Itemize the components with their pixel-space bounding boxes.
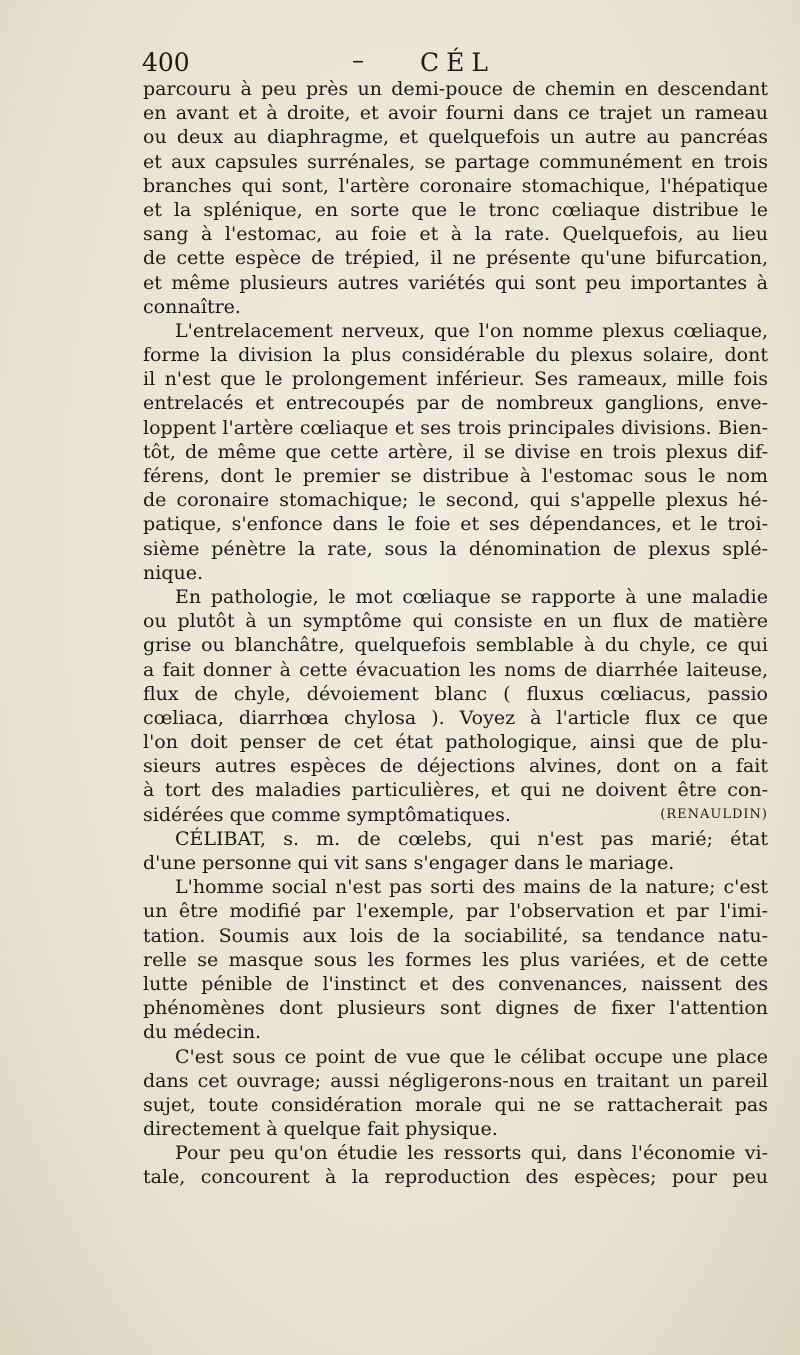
text-line: [143, 609, 768, 633]
text-line-content: L'homme social n'est pas sorti des mains de la nature; c'est: [175, 876, 768, 899]
text-line-content: Pour peu qu'on étudie les ressorts qui, dans l'économie vi-: [175, 1142, 768, 1165]
text-line-content: de cette espèce de trépied, il ne présente qu'une bifurcation,: [143, 247, 768, 270]
text-line: [143, 77, 768, 101]
text-line-content: entrelacés et entrecoupés par de nombreux ganglions, enve-: [143, 392, 768, 415]
body-text: [143, 77, 768, 1190]
text-line-content: flux de chyle, dévoiement blanc ( fluxus cœliacus, passio: [143, 682, 768, 705]
text-line-content: férens, dont le premier se distribue à l'estomac sous le nom: [143, 465, 768, 487]
text-line-content: phénomènes dont plusieurs sont dignes de fixer l'attention: [143, 997, 768, 1020]
text-line: [143, 246, 768, 270]
text-line-content: relle se masque sous les formes les plus variées, et de cette: [143, 948, 768, 971]
text-line-content: grise ou blanchâtre, quelquefois semblable à du chyle, ce qui: [143, 634, 768, 657]
text-line-content: parcouru à peu près un demi-pouce de chemin en descendant: [143, 78, 768, 100]
text-line: [143, 1069, 768, 1093]
text-line: [143, 440, 768, 464]
text-line: [143, 778, 768, 802]
text-line: [143, 174, 768, 198]
text-line: [143, 319, 768, 343]
text-line-content: d'une personne qui vit sans s'engager dans le mariage.: [143, 852, 675, 874]
text-line: [143, 343, 768, 367]
text-line-content: nique.: [143, 561, 203, 584]
text-line: [143, 367, 768, 391]
text-line-content: tation. Soumis aux lois de la sociabilité, sa tendance natu-: [143, 924, 768, 947]
author-signature: (RENAULDIN): [660, 806, 768, 822]
text-line-content: En pathologie, le mot cœliaque se rapporte à une maladie: [175, 585, 768, 608]
text-line-content: et même plusieurs autres variétés qui sont peu importantes à: [143, 271, 768, 294]
text-line: [143, 658, 768, 682]
text-line: [143, 851, 768, 875]
text-line-content: tôt, de même que cette artère, il se divise en trois plexus dif-: [143, 440, 768, 463]
text-line-content: en avant et à droite, et avoir fourni dans ce trajet un rameau: [143, 102, 768, 125]
text-line: [143, 875, 768, 899]
text-line-content: patique, s'enfonce dans le foie et ses dépendances, et le troi-: [143, 513, 768, 536]
page-number: 400: [142, 48, 190, 77]
text-line: [143, 1093, 768, 1117]
text-line-content: a fait donner à cette évacuation les noms de diarrhée laiteuse,: [143, 658, 768, 681]
text-line: [143, 1020, 768, 1044]
text-line-content: forme la division la plus considérable du plexus solaire, dont: [143, 344, 768, 367]
text-line-content: sujet, toute considération morale qui ne se rattacherait pas: [143, 1093, 768, 1116]
text-line-content: ou deux au diaphragme, et quelquefois un autre au pancréas: [143, 126, 768, 149]
text-line: [143, 150, 768, 174]
text-line: [143, 730, 768, 754]
text-line: [143, 512, 768, 536]
text-line-content: lutte pénible de l'instinct et des convenances, naissent des: [143, 972, 768, 995]
text-line-content: sième pénètre la rate, sous la dénomination de plexus splé-: [143, 537, 768, 560]
text-line: [143, 1045, 768, 1069]
text-line: [143, 899, 768, 923]
text-line: [143, 585, 768, 609]
text-line: [143, 1165, 768, 1189]
text-line-content: loppent l'artère cœliaque et ses trois principales divisions. Bien-: [143, 416, 768, 439]
text-line-content: connaître.: [143, 295, 241, 318]
text-line-content: C'est sous ce point de vue que le célibat occupe une place: [175, 1045, 768, 1068]
text-line-content: et la splénique, en sorte que le tronc cœliaque distribue le: [143, 198, 768, 221]
text-line: [143, 633, 768, 657]
text-line: [143, 972, 768, 996]
text-line: [143, 924, 768, 948]
text-line: [143, 464, 768, 488]
text-line: [143, 391, 768, 415]
text-line-content: l'on doit penser de cet état pathologique, ainsi que de plu-: [143, 731, 768, 754]
text-line: [143, 803, 768, 827]
text-line: [143, 101, 768, 125]
text-line: [143, 827, 768, 851]
text-line-content: directement à quelque fait physique.: [143, 1118, 498, 1141]
text-line-content: tale, concourent à la reproduction des espèces; pour peu: [143, 1166, 768, 1189]
text-line-content: L'entrelacement nerveux, que l'on nomme plexus cœliaque,: [175, 319, 768, 342]
text-line-content: ou plutôt à un symptôme qui consiste en un flux de matière: [143, 610, 768, 633]
text-line: [143, 1117, 768, 1141]
text-line: [143, 706, 768, 730]
text-line-content: de coronaire stomachique; le second, qui s'appelle plexus hé-: [143, 489, 768, 512]
text-line: [143, 682, 768, 706]
text-line-content: dans cet ouvrage; aussi négligerons-nous en traitant un pareil: [143, 1069, 768, 1092]
text-line: [143, 271, 768, 295]
running-head: CÉL: [420, 48, 495, 77]
text-line: [143, 754, 768, 778]
text-line: [143, 416, 768, 440]
text-line-content: il n'est que le prolongement inférieur. Ses rameaux, mille fois: [143, 368, 768, 391]
text-line-content: et aux capsules surrénales, se partage communément en trois: [143, 150, 768, 173]
text-line-content: sidérées que comme symptômatiques.: [143, 803, 511, 826]
header-dash: –: [352, 46, 364, 74]
text-line-content: sieurs autres espèces de déjections alvines, dont on a fait: [143, 755, 768, 778]
text-line: [143, 561, 768, 585]
text-line: [143, 996, 768, 1020]
text-line: [143, 948, 768, 972]
text-line-content: à tort des maladies particulières, et qui ne doivent être con-: [143, 779, 768, 802]
text-line: [143, 488, 768, 512]
text-line-content: branches qui sont, l'artère coronaire stomachique, l'hépatique: [143, 174, 768, 197]
text-line-content: un être modifié par l'exemple, par l'observation et par l'imi-: [143, 900, 768, 923]
text-line-content: du médecin.: [143, 1021, 262, 1044]
text-line-content: sang à l'estomac, au foie et à la rate. Quelquefois, au lieu: [143, 223, 768, 246]
text-line-content: cœliaca, diarrhœa chylosa ). Voyez à l'article flux ce que: [143, 706, 768, 729]
text-line-content: CÉLIBAT, s. m. de cœlebs, qui n'est pas marié; état: [175, 827, 768, 850]
text-line: [143, 537, 768, 561]
text-line: [143, 1141, 768, 1165]
text-line: [143, 125, 768, 149]
text-line: [143, 295, 768, 319]
text-line: [143, 198, 768, 222]
text-line: [143, 222, 768, 246]
